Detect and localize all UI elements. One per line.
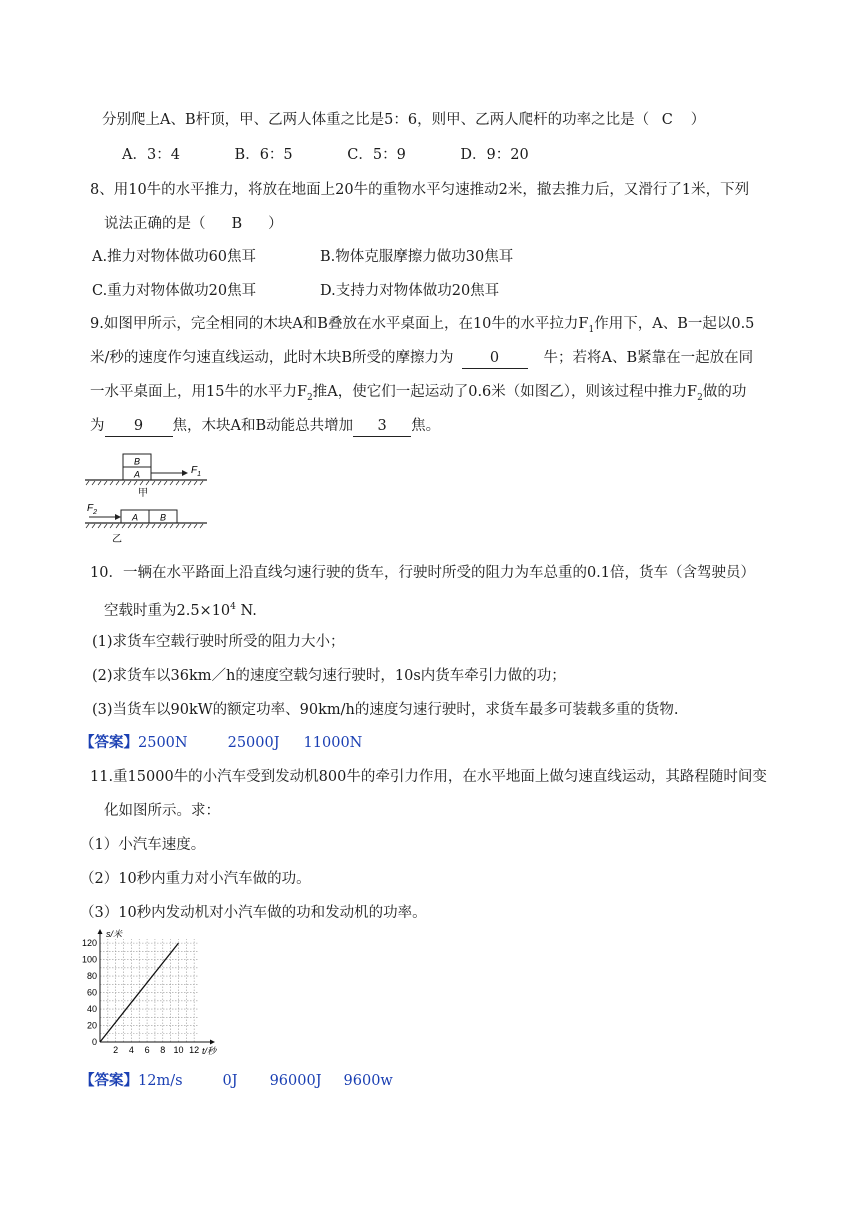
q7-option-a: A．3：4 [122,147,180,163]
x-tick-label: 8 [160,1045,166,1055]
fig-jia-hatch [86,481,203,485]
y-tick-label: 20 [86,1020,97,1031]
q11-answer-3: 96000J [269,1073,322,1089]
q9-line4 [90,416,440,437]
fig-jia-caption: 甲 [138,488,148,499]
q7-option-b: B．6：5 [234,147,293,163]
q9-line3 [90,382,746,408]
q11-line2: 化如图所示。求： [104,803,220,819]
fig-yi-f2: $F_2$ [87,503,98,516]
chart-axes [98,929,216,1045]
q9-line3-sub: 2 [307,392,313,403]
q11-answer-2: 0J [222,1073,238,1089]
fig-yi-hatch [86,524,203,528]
q9-line4-pre: 为 [90,418,105,434]
q8-option-b: B.物体克服摩擦力做功30焦耳 [320,249,514,265]
q11-sub2: （2）10秒内重力对小汽车做的功。 [80,871,311,887]
y-axis-arrowhead [98,929,103,934]
q10-line2 [104,597,257,621]
y-tick-label: 40 [86,1004,97,1015]
q7-answer: C [661,112,673,128]
x-axis-arrowhead [210,1040,215,1045]
x-tick-label: 2 [113,1045,119,1055]
q10-sub2: (2)求货车以36km／h的速度空载匀速行驶时，10s内货车牵引力做的功； [92,668,566,684]
q10-line2-pre: 空载时重为2.5×10 [104,602,231,619]
q9-blank2: 9 [105,416,173,437]
q8-line2 [104,214,283,234]
q9-line2-pre: 米/秒的速度作匀速直线运动，此时木块B所受的摩擦力为 [90,350,454,366]
q10-answer-tag: 【答案】 [80,734,138,751]
q10-answer-3: 11000N [303,735,363,751]
q9-blank1: 0 [462,348,528,369]
q9-line3-post: 做的功 [702,384,747,400]
fig-jia-label-b: B [133,456,141,467]
x-tick-label: 4 [128,1045,134,1055]
y-tick-label: 120 [81,938,97,949]
y-tick-label: 60 [86,987,97,998]
q8-stem-pre: 说法正确的是（ [104,216,206,232]
x-tick-label: 6 [144,1045,150,1055]
q7-text: 分别爬上A、B杆顶，甲、乙两人体重之比是5：6，则甲、乙两人爬杆的功率之比是（ [102,112,650,128]
q11-sub3: （3）10秒内发动机对小汽车做的功和发动机的功率。 [80,905,427,921]
y-tick-label: 100 [81,954,97,965]
y-tick-label: 80 [86,971,97,982]
q11-answer [80,1071,393,1091]
q10-line2-sup: 4 [230,602,236,612]
q9-line4-mid: 焦，木块A和B动能总共增加 [172,418,354,434]
q9-blank3: 3 [353,416,411,437]
q11-answer-1: 12m/s [138,1073,183,1089]
x-tick-label: 10 [173,1045,184,1055]
q9-line4-post: 焦。 [411,418,441,434]
fig-jia-label-a: A [133,469,141,480]
chart-grid [100,939,198,1042]
q9-line1-post: 作用下，A、B一起以0.5 [594,316,755,332]
q9-line1 [90,314,754,340]
q10-answer [80,733,362,753]
q8-line1: 8、用10牛的水平推力，将放在地面上20牛的重物水平匀速推动2米，撤去推力后，又滑行了1米，下列 [90,182,750,198]
x-tick-label: 12 [189,1045,200,1055]
q9-line2-post: 牛；若将A、B紧靠在一起放在同 [543,350,754,366]
q9-figure [85,452,215,546]
q11-line1: 11.重15000牛的小汽车受到发动机800牛的牵引力作用，在水平地面上做匀速直线运动，其路程随时间变 [90,769,767,785]
chart-y-label: s/米 [106,929,123,939]
q7-option-c: C．5：9 [347,147,406,163]
q7-close: ） [690,112,706,128]
q7-options [122,145,529,165]
q8-option-d: D.支持力对物体做功20焦耳 [320,283,500,299]
q9-line2 [90,348,753,369]
q8-option-a: A.推力对物体做功60焦耳 [92,249,257,265]
fig-yi-caption: 乙 [112,534,122,545]
q8-answer: B [231,216,243,232]
distance-time-chart [78,928,223,1058]
y-tick-label: 0 [91,1037,97,1047]
q7-option-d: D．9：20 [460,147,529,163]
fig-yi-arrowhead [115,514,121,520]
q9-line3-sub2: 2 [697,392,703,403]
fig-jia-arrowhead [182,470,188,476]
q10-sub1: (1)求货车空载行驶时所受的阻力大小； [92,634,345,650]
q9-line1-text: 9.如图甲所示，完全相同的木块A和B叠放在水平桌面上，在10牛的水平拉力F [90,316,589,332]
q10-answer-2: 25000J [227,735,280,751]
q8-close: ） [268,216,283,232]
q9-line1-sub: 1 [588,324,595,335]
q7-line [102,110,705,130]
q10-sub3: (3)当货车以90kW的额定功率、90km/h的速度匀速行驶时，求货车最多可装载多重的货物. [92,702,679,718]
chart-x-label: t/秒 [202,1046,217,1056]
fig-yi-label-b: B [159,512,167,523]
q8-option-c: C.重力对物体做功20焦耳 [92,283,257,299]
q11-answer-4: 9600w [343,1073,393,1089]
q11-answer-tag: 【答案】 [80,1072,138,1089]
q10-answer-1: 2500N [138,735,188,751]
fig-jia-f1: $F_1$ [191,465,202,478]
q10-line2-post: N. [235,602,257,619]
q9-line3-pre: 一水平桌面上，用15牛的水平力F [90,384,308,400]
q10-line1: 10．一辆在水平路面上沿直线匀速行驶的货车，行驶时所受的阻力为车总重的0.1倍，货车（含驾驶员） [90,565,756,581]
fig-yi-label-a: A [131,512,139,523]
q9-line3-mid: 推A，使它们一起运动了0.6米（如图乙），则该过程中推力F [312,384,698,400]
q11-sub1: （1）小汽车速度。 [80,837,206,853]
